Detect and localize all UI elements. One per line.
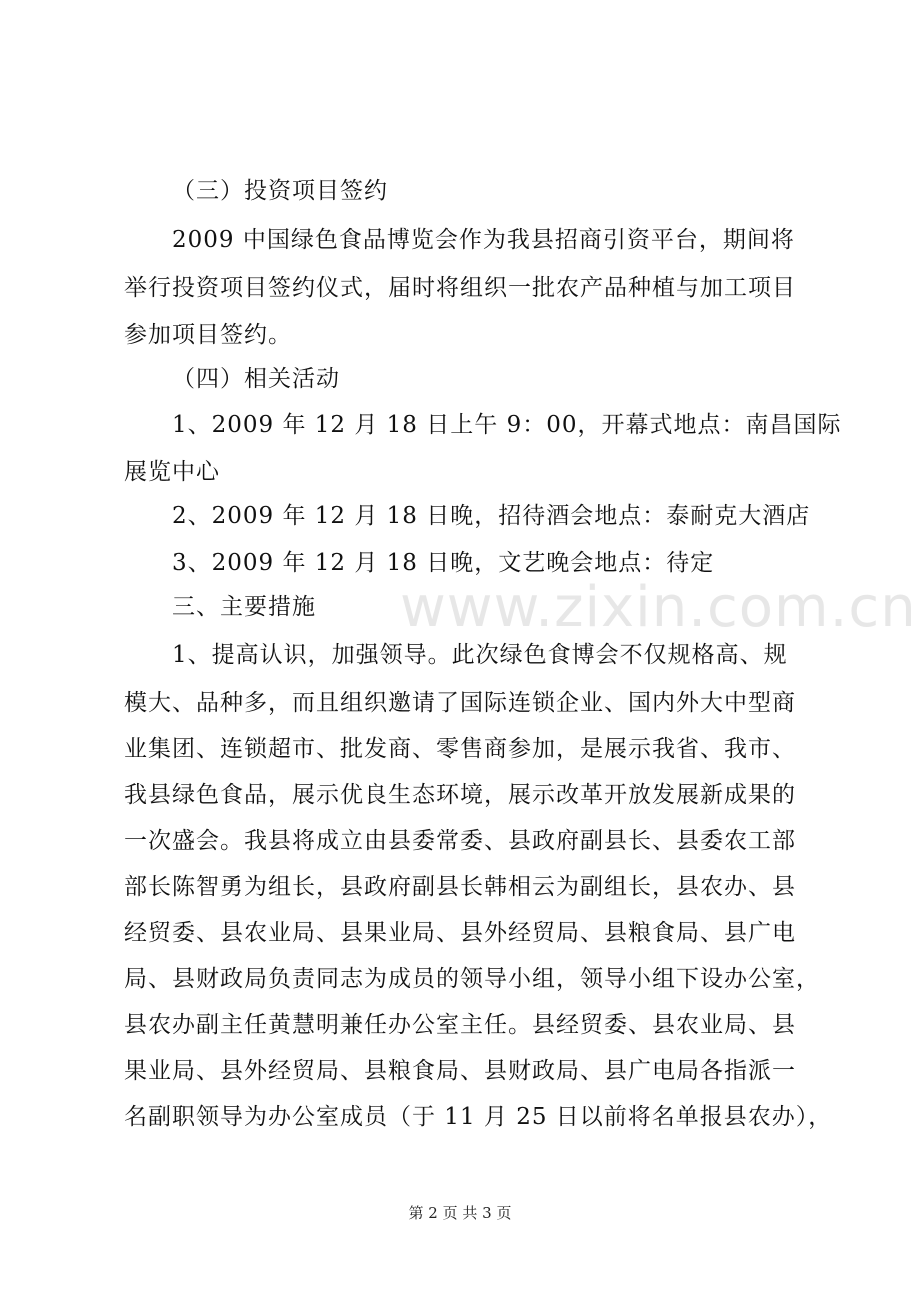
paragraph-line: 经贸委、县农业局、县果业局、县外经贸局、县粮食局、县广电 — [124, 920, 796, 946]
paragraph-line: 果业局、县外经贸局、县粮食局、县财政局、县广电局各指派一 — [124, 1058, 796, 1084]
heading-main-measures: 三、主要措施 — [172, 594, 316, 620]
paragraph-line: 模大、品种多，而且组织邀请了国际连锁企业、国内外大中型商 — [124, 690, 796, 716]
paragraph-line: 2009 中国绿色食品博览会作为我县招商引资平台，期间将 — [172, 227, 795, 253]
paragraph-line: 部长陈智勇为组长，县政府副县长韩相云为副组长，县农办、县 — [124, 874, 796, 900]
list-item-continuation: 展览中心 — [124, 459, 220, 485]
paragraph-line: 我县绿色食品，展示优良生态环境，展示改革开放发展新成果的 — [124, 782, 796, 808]
paragraph-line: 一次盛会。我县将成立由县委常委、县政府副县长、县委农工部 — [124, 828, 796, 854]
list-item: 3、2009 年 12 月 18 日晚，文艺晚会地点：待定 — [172, 550, 715, 576]
paragraph-line: 名副职领导为办公室成员（于 11 月 25 日以前将名单报县农办）， — [124, 1104, 833, 1130]
paragraph-line: 1、提高认识，加强领导。此次绿色食博会不仅规格高、规 — [172, 642, 788, 668]
heading-related-activities: （四）相关活动 — [172, 366, 340, 392]
list-item: 2、2009 年 12 月 18 日晚，招待酒会地点：泰耐克大酒店 — [172, 503, 811, 529]
paragraph-line: 局、县财政局负责同志为成员的领导小组，领导小组下设办公室， — [124, 966, 820, 992]
watermark: www.zixin.com.cn — [400, 575, 917, 640]
heading-investment-signing: （三）投资项目签约 — [172, 178, 388, 204]
page-footer: 第 2 页 共 3 页 — [408, 1204, 512, 1222]
list-item: 1、2009 年 12 月 18 日上午 9：00，开幕式地点：南昌国际 — [172, 412, 842, 438]
paragraph-line: 县农办副主任黄慧明兼任办公室主任。县经贸委、县农业局、县 — [124, 1012, 796, 1038]
paragraph-line: 参加项目签约。 — [124, 322, 292, 348]
paragraph-line: 业集团、连锁超市、批发商、零售商参加，是展示我省、我市、 — [124, 736, 796, 762]
paragraph-line: 举行投资项目签约仪式，届时将组织一批农产品种植与加工项目 — [124, 275, 796, 301]
